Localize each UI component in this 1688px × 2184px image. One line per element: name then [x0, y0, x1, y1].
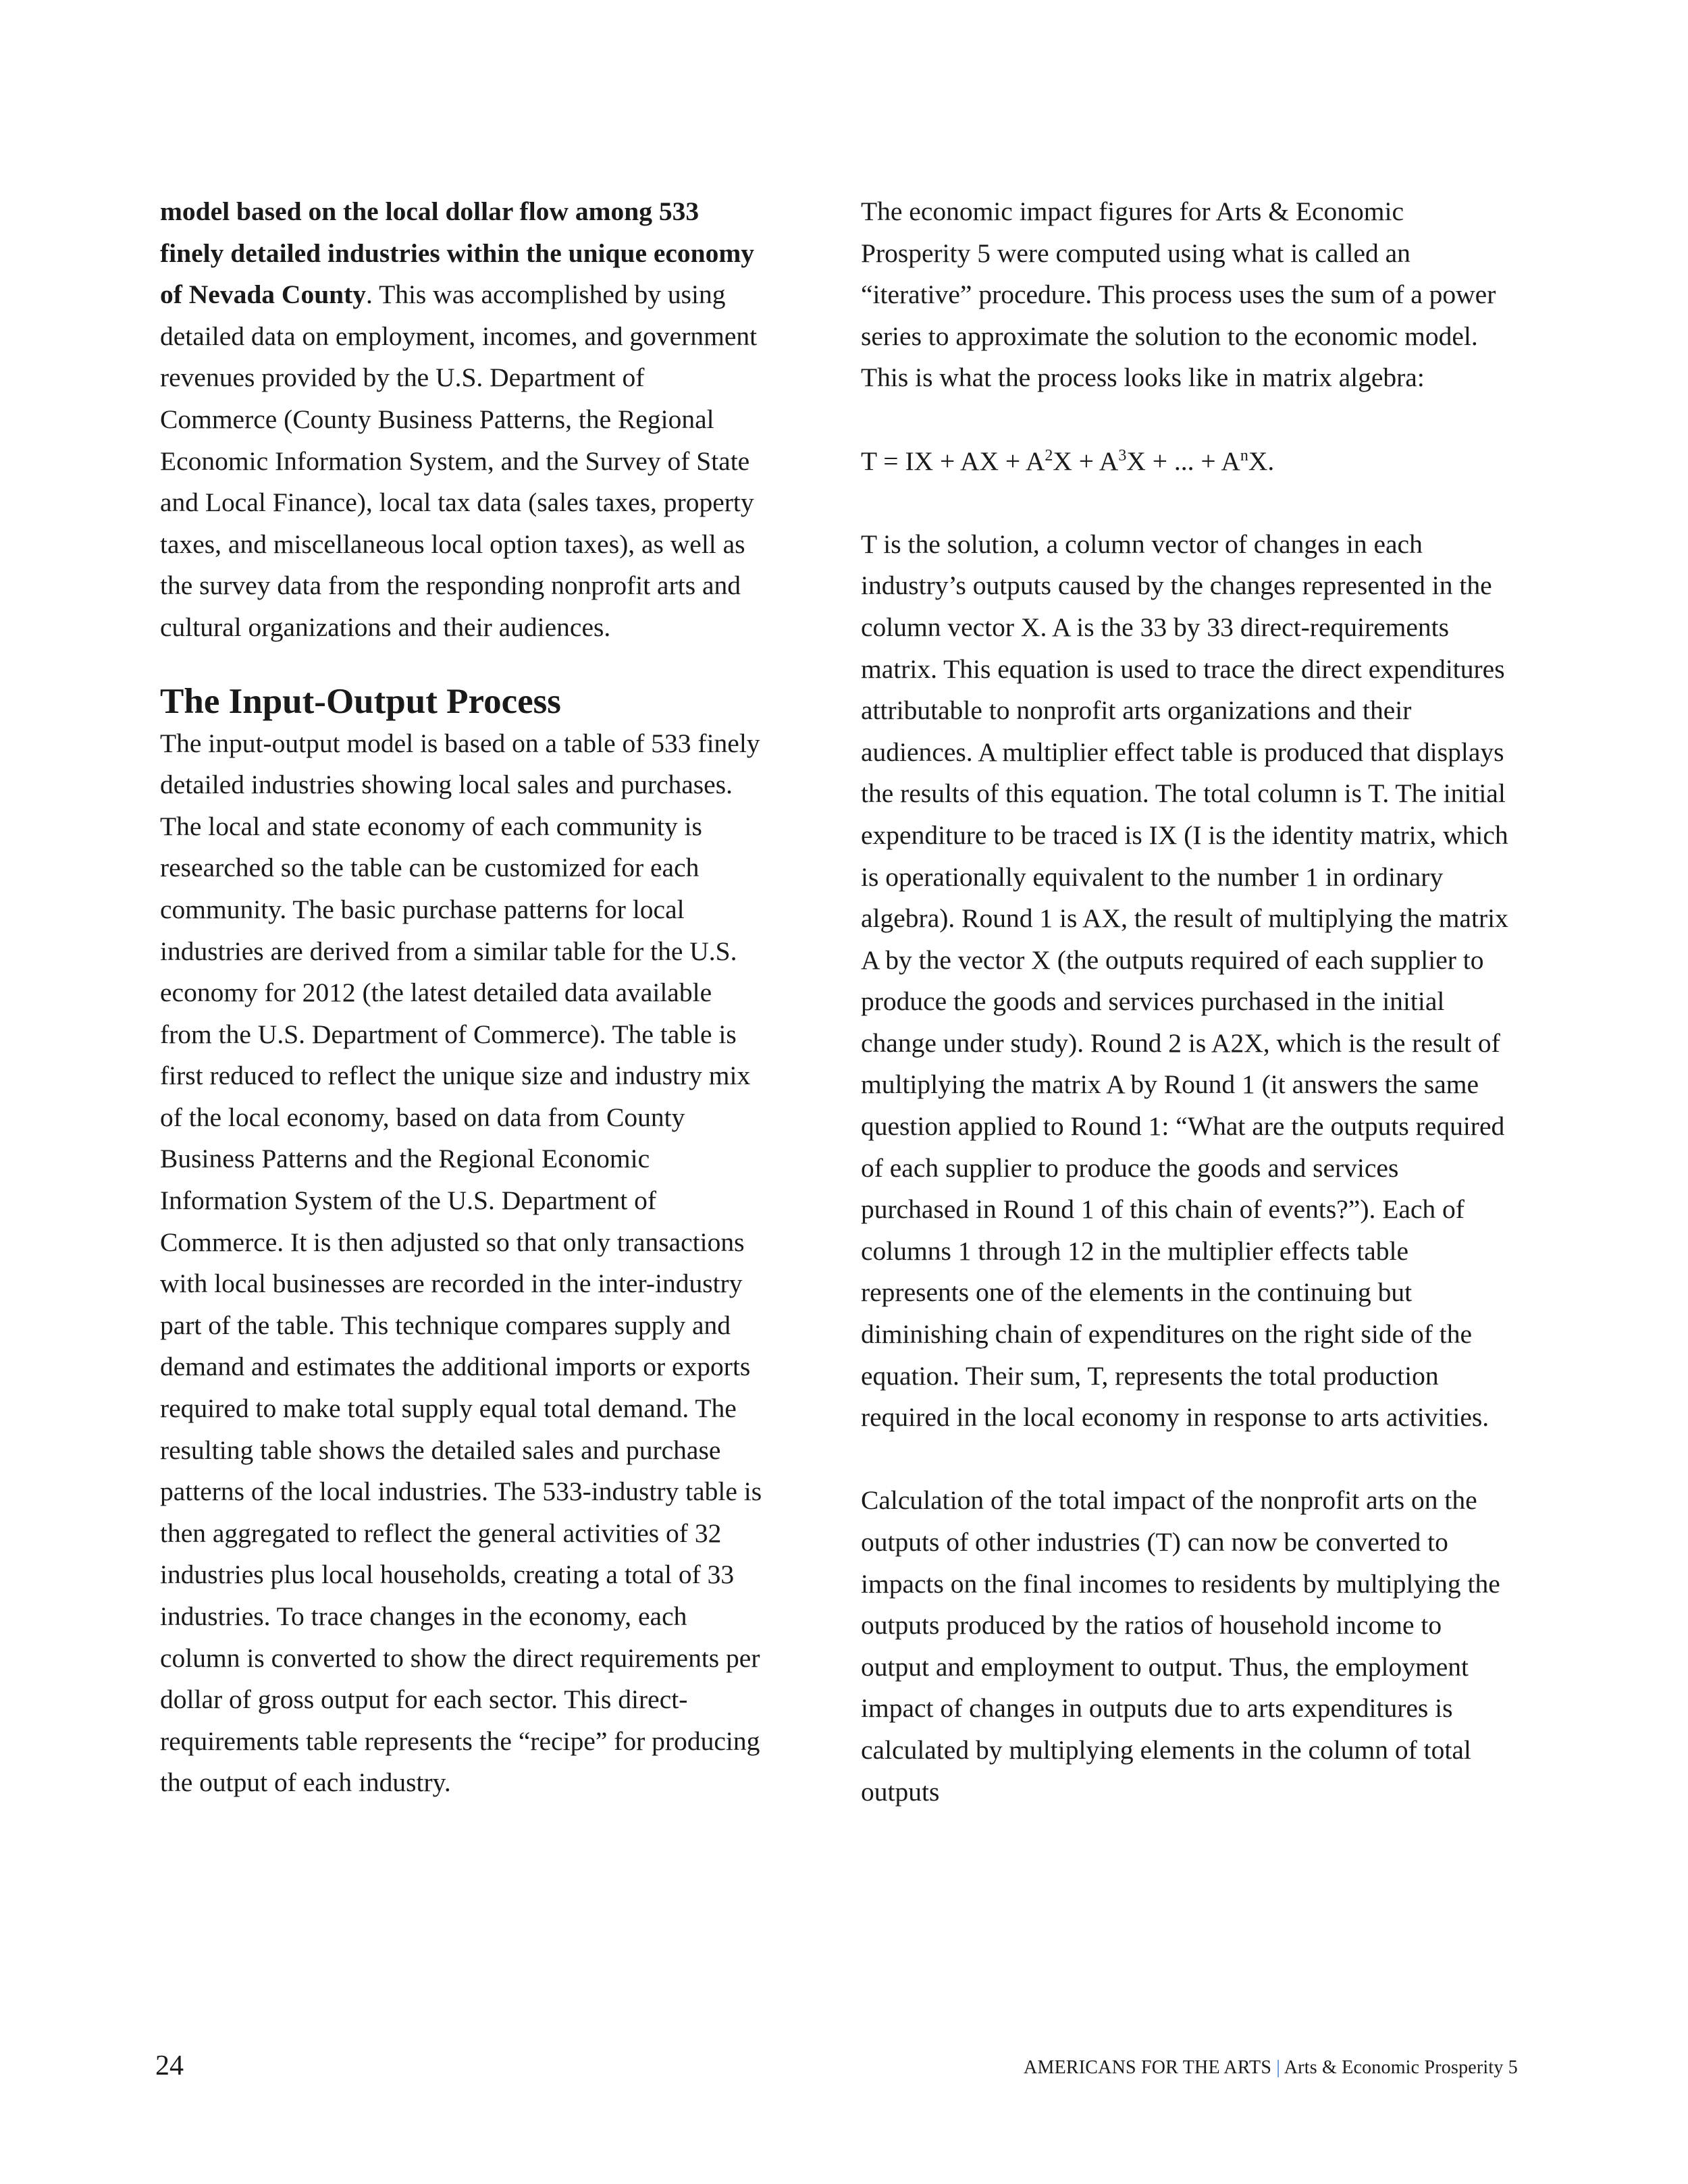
left-column — [160, 191, 768, 1804]
right-paragraph-3: Calculation of the total impact of the nonprofit arts on the outputs of other industries (T) can now be converted to impacts on the final incomes to residents by multiplying the outputs produced by the ratios of household income to output and employment to output. Thus, the employment impact of changes in outputs due to arts expenditures is calculated by multiplying elements in the column of total outputs — [861, 1485, 1500, 1807]
equation-exponent-n: n — [1240, 446, 1248, 464]
equation-part-2: X + A — [1053, 446, 1119, 476]
equation-exponent-2: 2 — [1045, 446, 1053, 464]
equation-part-4: X. — [1248, 446, 1275, 476]
equation-exponent-3: 3 — [1118, 446, 1127, 464]
publisher-name: AMERICANS FOR THE ARTS — [1024, 2057, 1272, 2078]
left-paragraph-1 — [160, 191, 768, 649]
right-paragraph-2: T is the solution, a column vector of changes in each industry’s outputs caused by the changes represented in the column vector X. A is the 33 by 33 direct-requirements matrix. This equation is used to trace the direct expenditures attributable to nonprofit arts organizations and their audiences. A multiplier effect table is produced that displays the results of this equation. The total column is T. The initial expenditure to be traced is IX (I is the identity matrix, which is operationally equivalent to the number 1 in ordinary algebra). Round 1 is AX, the result of multiplying the matrix A by the vector X (the outputs required of each supplier to produce the goods and services purchased in the initial change under study). Round 2 is A2X, which is the result of multiplying the matrix A by Round 1 (it answers the same question applied to Round 1: “What are the outputs required of each supplier to produce the goods and services purchased in Round 1 of this chain of events?”). Each of columns 1 through 12 in the multiplier effects table represents one of the elements in the continuing but diminishing chain of expenditures on the right side of the equation. Their sum, T, represents the total production required in the local economy in response to arts activities. — [861, 529, 1508, 1433]
left-paragraph-1-bold: model based on the local dollar flow among 533 finely detailed industries within the unique economy of Nevada County — [160, 196, 755, 310]
left-paragraph-2: The input-output model is based on a table of 533 finely detailed industries showing local sales and purchases. The local and state economy of each community is researched so the table can be customized for each community. The basic purchase patterns for local industries are derived from a similar table for the U.S. economy for 2012 (the latest detailed data available from the U.S. Department of Commerce). The table is first reduced to reflect the unique size and industry mix of the local economy, based on data from County Business Patterns and the Regional Economic Information System of the U.S. Department of Commerce. It is then adjusted so that only transactions with local businesses are recorded in the inter-industry part of the table. This technique compares supply and demand and estimates the additional imports or exports required to make total supply equal total demand. The resulting table shows the detailed sales and purchase patterns of the local industries. The 533-industry table is then aggregated to reflect the general activities of 32 industries plus local households, creating a total of 33 industries. To trace changes in the economy, each column is converted to show the direct requirements per dollar of gross output for each sector. This direct-requirements table represents the “recipe” for producing the output of each industry. — [160, 728, 762, 1798]
right-column — [861, 191, 1509, 1813]
paragraph-gap — [861, 1439, 1509, 1481]
paragraph-gap — [861, 482, 1509, 524]
page-number: 24 — [155, 2050, 184, 2081]
section-heading: The Input-Output Process — [160, 681, 561, 721]
equation — [861, 441, 1509, 483]
right-paragraph-1: The economic impact figures for Arts & Economic Prosperity 5 were computed using what is called an “iterative” procedure. This process uses the sum of a power series to approximate the solution to the economic model. This is what the process looks like in matrix algebra: — [861, 196, 1496, 393]
publication-title: Arts & Economic Prosperity 5 — [1284, 2057, 1518, 2078]
footer-separator: | — [1276, 2057, 1281, 2078]
running-footer — [1024, 2056, 1518, 2080]
paragraph-gap — [861, 399, 1509, 441]
equation-part-1: T = IX + AX + A — [861, 446, 1045, 476]
left-paragraph-1-rest: . This was accomplished by using detailed data on employment, incomes, and government revenues provided by the U.S. Department of Commerce (County Business Patterns, the Regional Economic Information System, and the Survey of State and Local Finance), local tax data (sales taxes, property taxes, and miscellaneous local option taxes), as well as the survey data from the responding nonprofit arts and cultural organizations and their audiences. — [160, 279, 758, 642]
equation-part-3: X + ... + A — [1126, 446, 1240, 476]
